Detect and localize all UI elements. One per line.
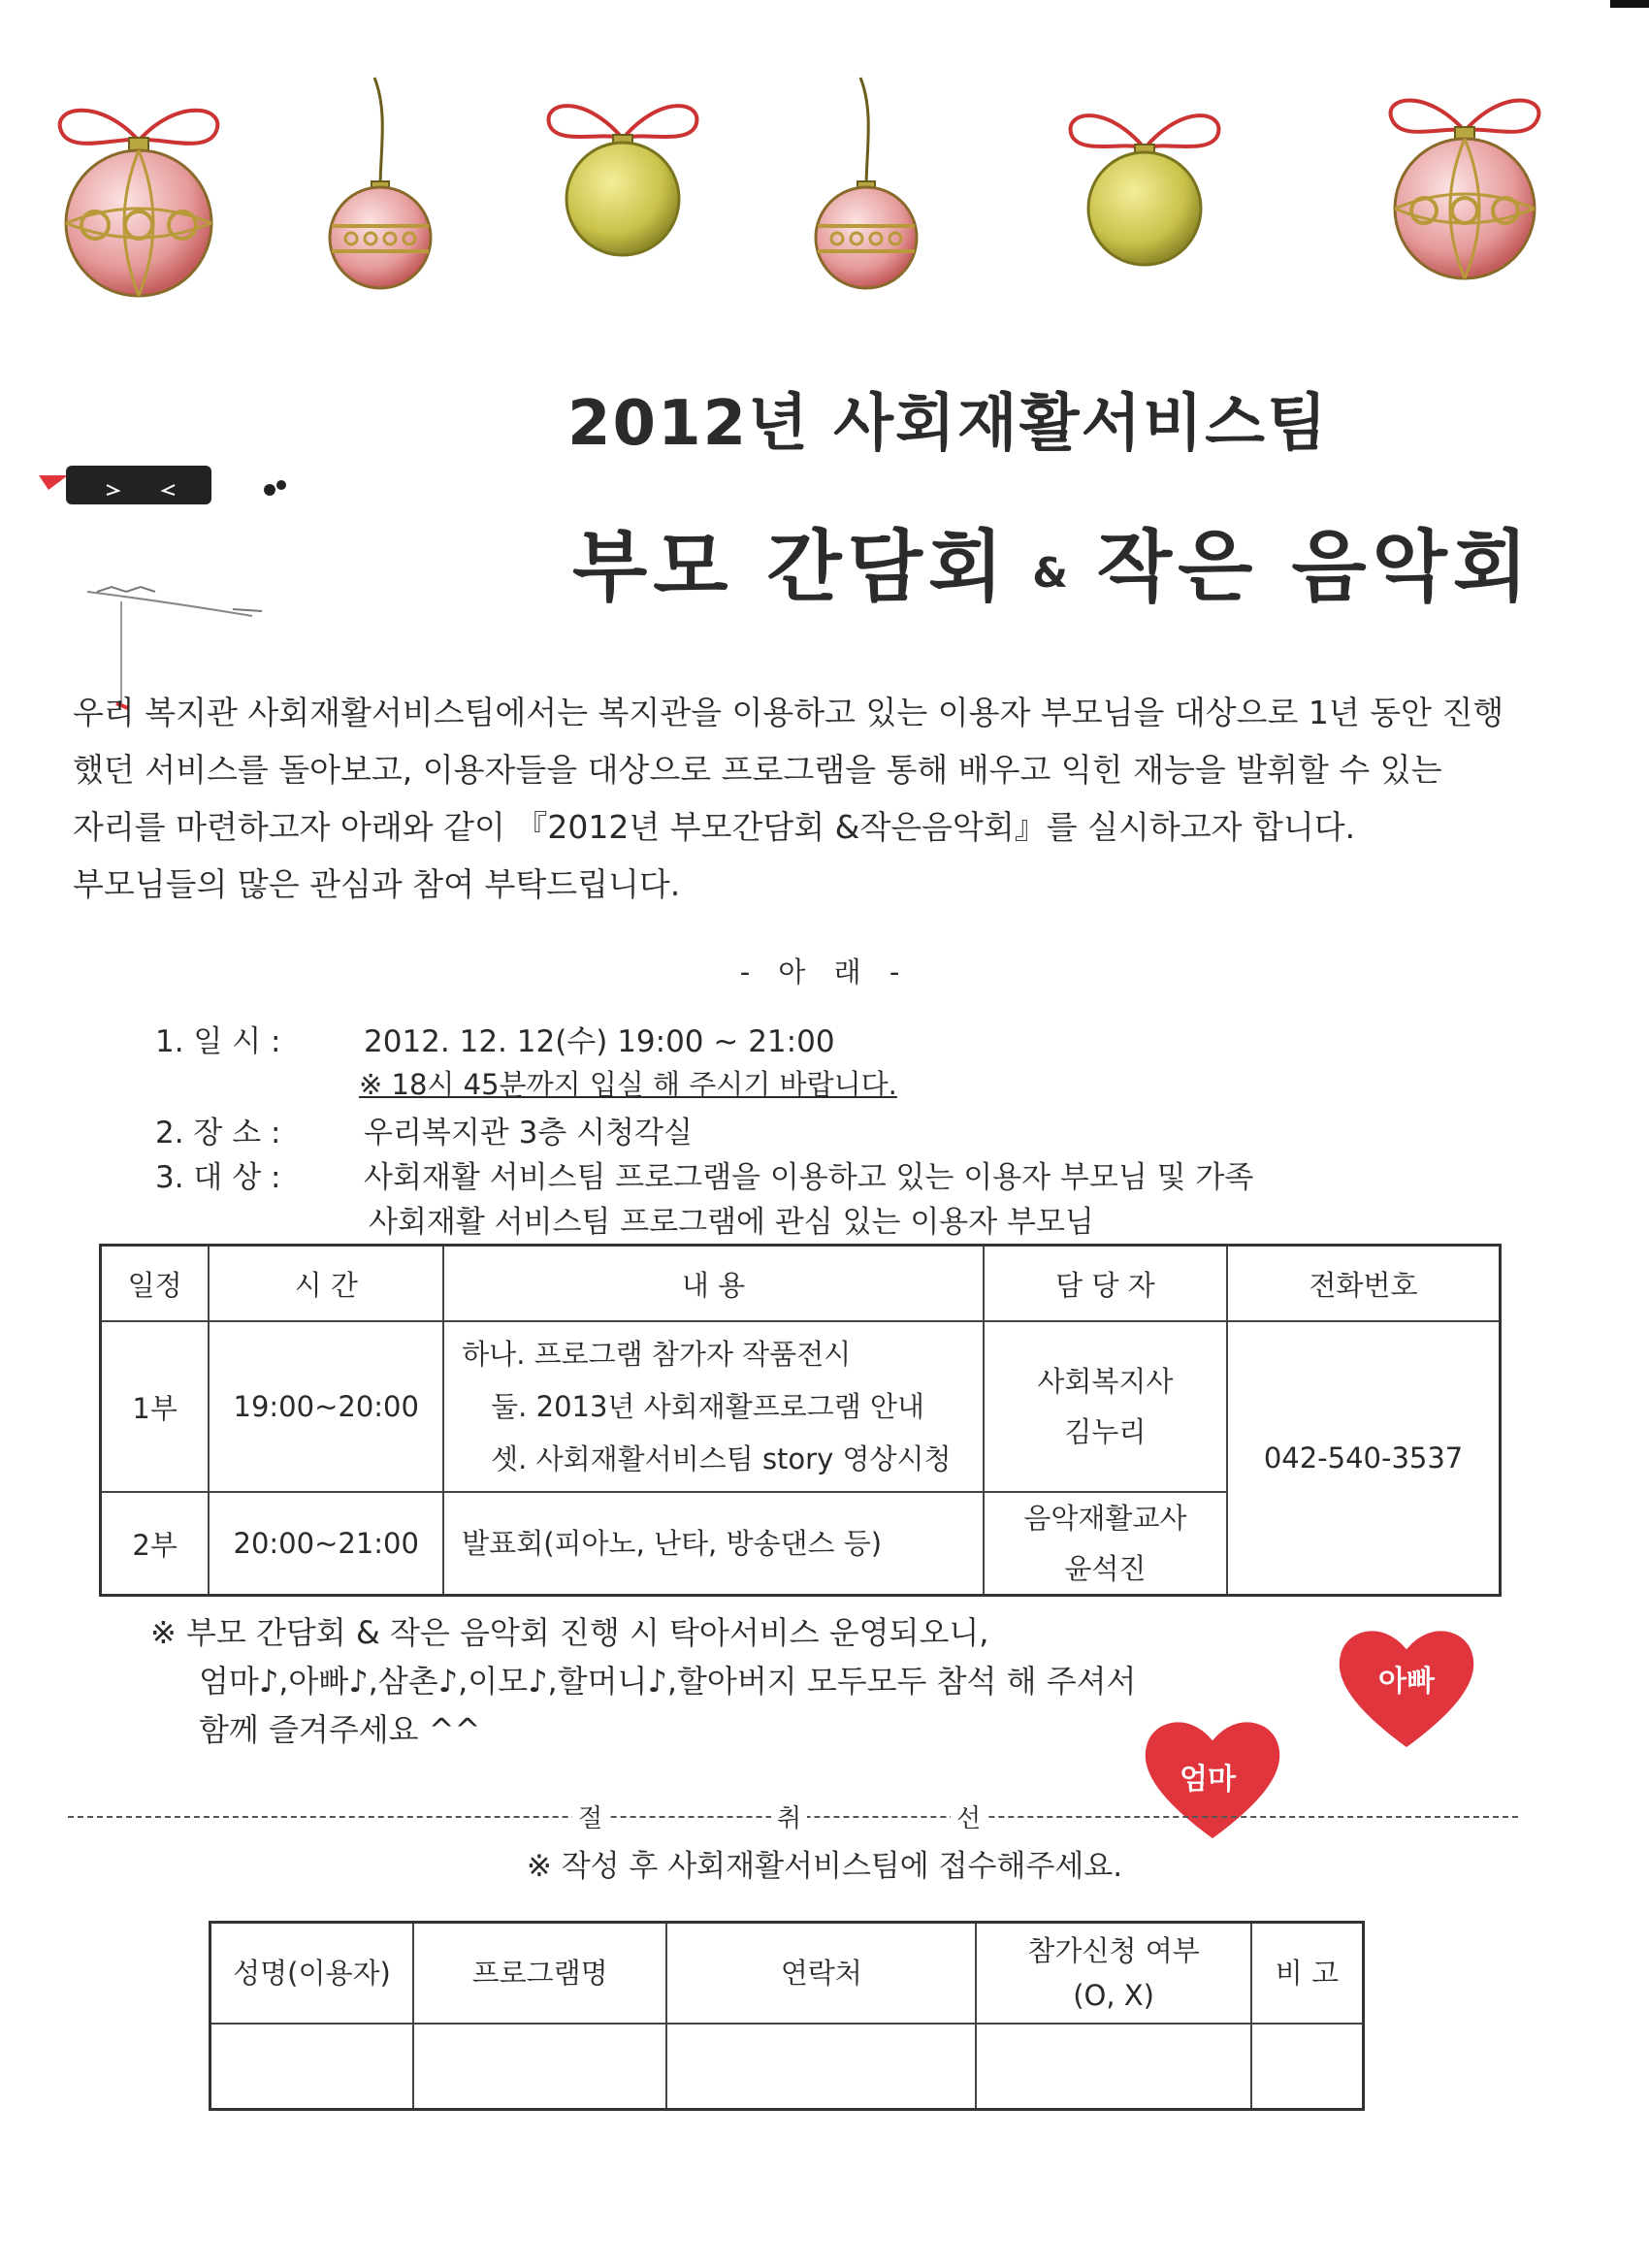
header-attendance	[976, 1923, 1250, 2025]
notice-line: ※ 부모 간담회 & 작은 음악회 진행 시 탁아서비스 운영되오니,	[150, 1614, 989, 1651]
notice-line: 함께 즐겨주세요 ^^	[199, 1711, 481, 1748]
heart-mom-label: 엄마	[1180, 1763, 1236, 1797]
table-row	[101, 1321, 1501, 1492]
staff-name: 윤석진	[1064, 1552, 1147, 1585]
intro-line: 자리를 마련하고자 아래와 같이 『2012년 부모간담회 &작은음악회』를 실시하고자 합니다.	[73, 808, 1356, 846]
place-value: 우리복지관 3층 시청각실	[364, 1116, 693, 1150]
ornament-5	[1071, 115, 1219, 265]
target-value-1: 사회재활 서비스팀 프로그램을 이용하고 있는 이용자 부모님 및 가족	[364, 1160, 1254, 1195]
submit-note: ※ 작성 후 사회재활서비스팀에 접수해주세요.	[526, 1849, 1123, 1884]
header-name: 성명(이용자)	[210, 1923, 414, 2025]
ornament-3	[549, 106, 697, 255]
details-heading: - 아 래 -	[739, 956, 910, 988]
ornament-6	[1391, 100, 1539, 278]
name-entry-cell[interactable]	[210, 2024, 414, 2110]
program-entry-cell[interactable]	[413, 2024, 666, 2110]
scan-edge-mark	[1610, 0, 1649, 8]
time-cell: 19:00~20:00	[209, 1321, 443, 1492]
staff-name: 김누리	[1064, 1415, 1147, 1448]
header-program: 프로그램명	[413, 1923, 666, 2025]
header-phone: 전화번호	[1227, 1246, 1500, 1322]
contact-entry-cell[interactable]	[666, 2024, 976, 2110]
content-line: 셋. 사회재활서비스팀 story 영상시청	[491, 1442, 952, 1475]
target-row	[155, 1152, 1253, 1196]
header-content: 내 용	[443, 1246, 984, 1322]
part-cell: 2부	[101, 1492, 210, 1596]
cut-line-char-1: 절	[572, 1798, 608, 1834]
cut-line-char-3: 선	[951, 1798, 986, 1834]
notice-line: 엄마♪,아빠♪,삼촌♪,이모♪,할머니♪,할아버지 모두모두 참석 해 주셔서	[199, 1663, 1137, 1700]
ornament-4	[816, 78, 917, 288]
header-remarks: 비 고	[1251, 1923, 1364, 2025]
intro-paragraph	[73, 684, 1528, 913]
date-note-text: ※ 18시 45분까지 입실 해 주시기 바랍니다.	[359, 1068, 897, 1101]
header-contact: 연락처	[666, 1923, 976, 2025]
registration-entry-row	[210, 2024, 1364, 2110]
staff-cell	[984, 1321, 1227, 1492]
title-line1: 2012년 사회재활서비스팀	[567, 388, 1329, 460]
target-label: 3. 대 상 :	[155, 1160, 281, 1195]
header-part: 일정	[101, 1246, 210, 1322]
content-cell	[443, 1492, 984, 1596]
childcare-notice	[150, 1608, 1136, 1754]
header-time: 시 간	[209, 1246, 443, 1322]
date-note	[359, 1063, 897, 1103]
intro-line: 부모님들의 많은 관심과 참여 부탁드립니다.	[73, 865, 681, 903]
place-label: 2. 장 소 :	[155, 1116, 281, 1150]
attendance-entry-cell[interactable]	[976, 2024, 1250, 2110]
cut-line-char-2: 취	[771, 1798, 807, 1834]
remarks-entry-cell[interactable]	[1251, 2024, 1364, 2110]
christmas-ornaments-decoration	[0, 0, 1649, 320]
intro-line: 우리 복지관 사회재활서비스팀에서는 복지관을 이용하고 있는 이용자 부모님을 대상으로 1년 동안 진행	[73, 694, 1504, 731]
staff-cell	[984, 1492, 1227, 1596]
place-row	[155, 1108, 693, 1151]
schedule-header-row	[101, 1246, 1501, 1322]
schedule-table	[99, 1244, 1502, 1597]
cut-line	[68, 1802, 1518, 1831]
content-line: 하나. 프로그램 참가자 작품전시	[462, 1338, 852, 1371]
title-ampersand: &	[1032, 548, 1074, 597]
phone-cell: 042-540-3537	[1227, 1321, 1500, 1596]
title-part2: 작은 음악회	[1096, 522, 1535, 612]
ornament-2	[330, 78, 431, 288]
staff-title: 사회복지사	[1037, 1365, 1174, 1398]
attendance-options: (O, X)	[1073, 1979, 1154, 2012]
heart-dad-icon	[1334, 1618, 1479, 1754]
attendance-label: 참가신청 여부	[1027, 1934, 1200, 1967]
heart-dad-label: 아빠	[1378, 1665, 1435, 1699]
intro-line: 했던 서비스를 돌아보고, 이용자들을 대상으로 프로그램을 통해 배우고 익힌 재능을 발휘할 수 있는	[73, 751, 1442, 789]
date-value: 2012. 12. 12(수) 19:00 ~ 21:00	[364, 1024, 835, 1059]
header-staff: 담 당 자	[984, 1246, 1227, 1322]
title-part1: 부모 간담회	[572, 522, 1010, 612]
ornament-1	[60, 111, 218, 296]
content-line: 둘. 2013년 사회재활프로그램 안내	[491, 1390, 925, 1423]
target-value-2: 사회재활 서비스팀 프로그램에 관심 있는 이용자 부모님	[369, 1205, 1094, 1240]
time-cell: 20:00~21:00	[209, 1492, 443, 1596]
main-title	[572, 504, 1534, 616]
staff-title: 음악재활교사	[1023, 1502, 1187, 1535]
registration-table	[209, 1921, 1365, 2111]
date-label: 1. 일 시 :	[155, 1024, 281, 1059]
registration-header-row	[210, 1923, 1364, 2025]
part-cell: 1부	[101, 1321, 210, 1492]
date-row	[155, 1017, 835, 1060]
content-cell	[443, 1321, 984, 1492]
content-line: 발표회(피아노, 난타, 방송댄스 등)	[462, 1527, 883, 1560]
